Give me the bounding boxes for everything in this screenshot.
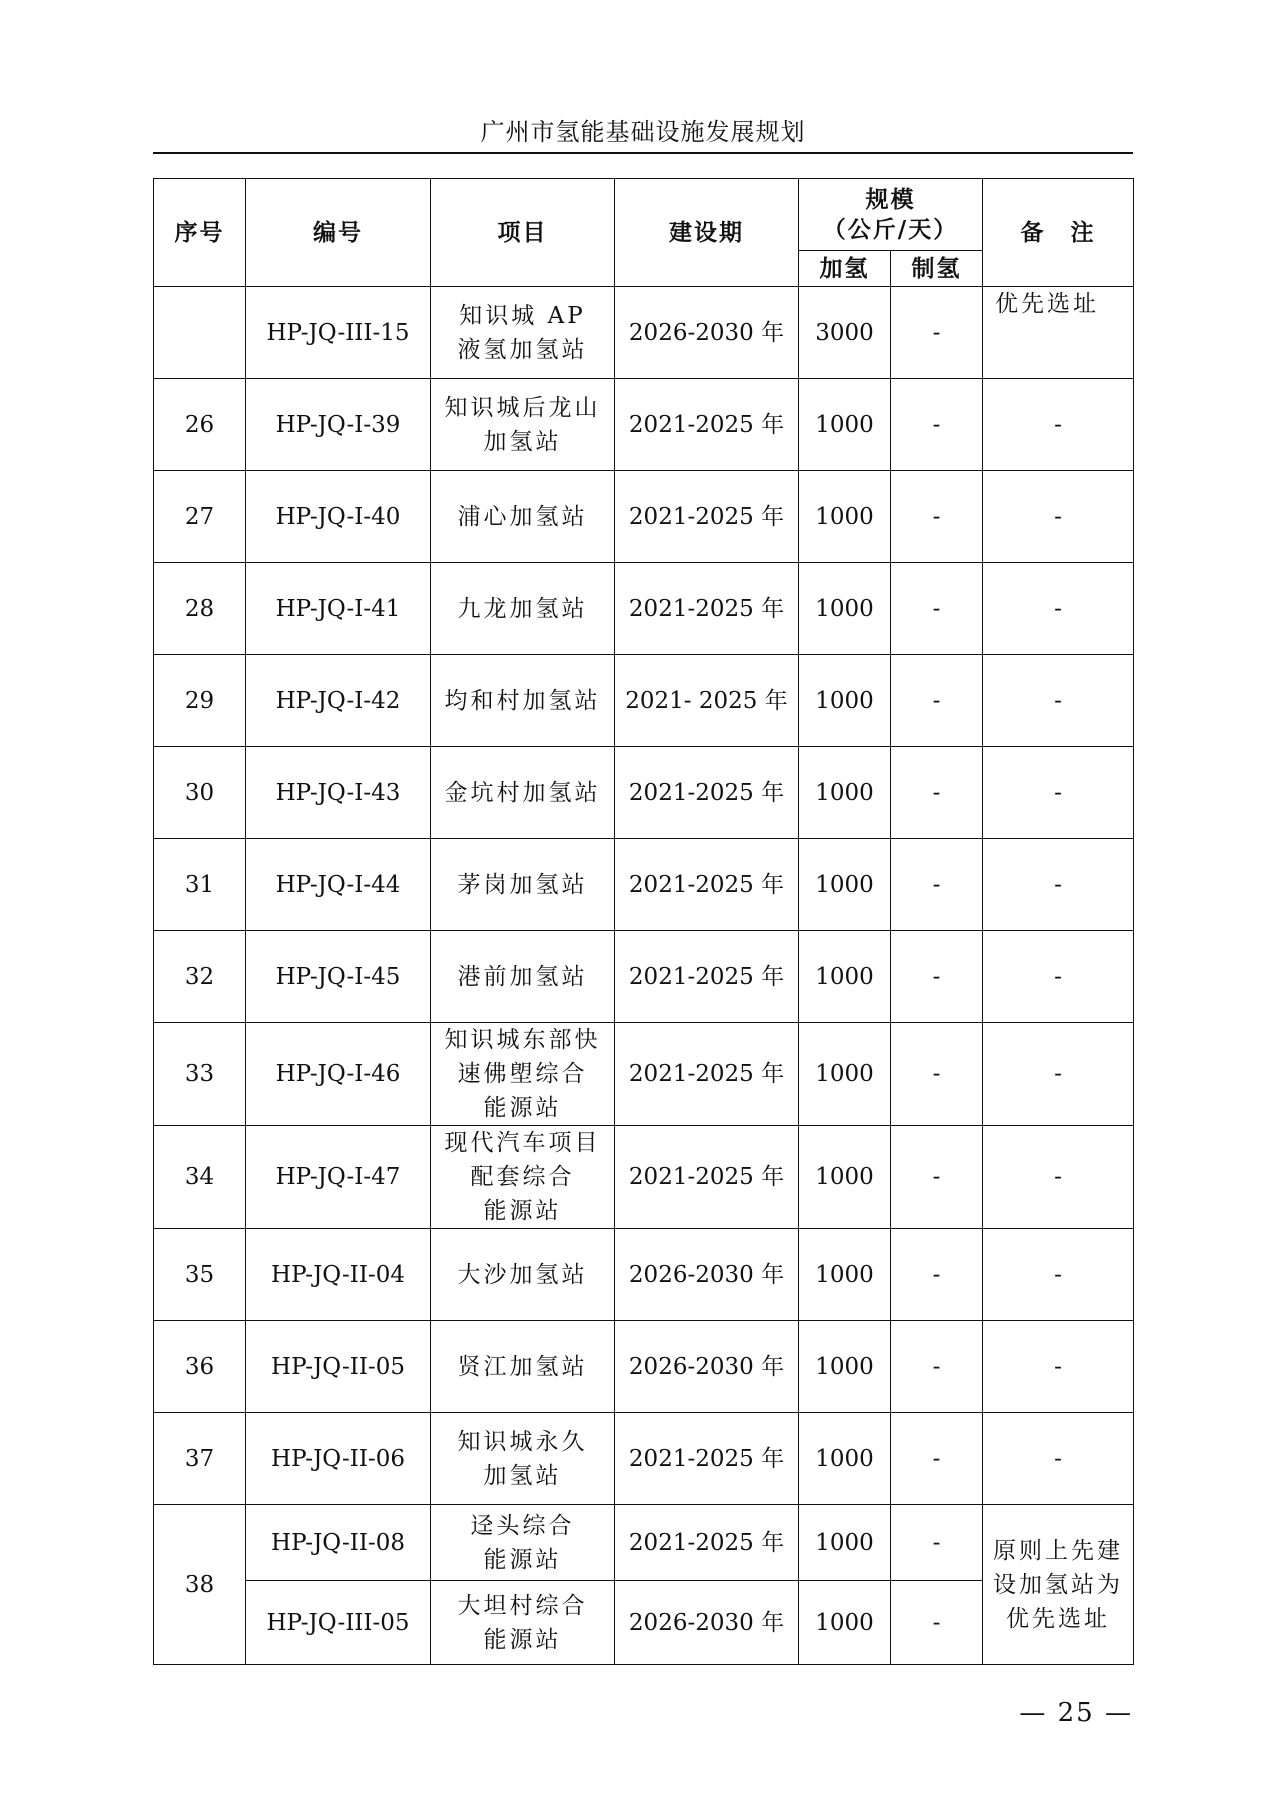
cell-period: 2021-2025 年	[615, 1126, 799, 1229]
cell-project: 知识城东部快 速佛塱综合 能源站	[431, 1023, 615, 1126]
table-row	[154, 931, 1134, 1023]
cell-project: 大坦村综合 能源站	[431, 1581, 615, 1665]
cell-code: HP-JQ-II-05	[246, 1321, 431, 1413]
cell-hydrogenation: 1000	[799, 1505, 891, 1581]
table-row	[154, 563, 1134, 655]
header-period: 建设期	[615, 179, 799, 287]
cell-project: 现代汽车项目 配套综合 能源站	[431, 1126, 615, 1229]
cell-code: HP-JQ-I-46	[246, 1023, 431, 1126]
cell-seq: 32	[154, 931, 246, 1023]
cell-remarks: -	[983, 655, 1134, 747]
cell-project: 迳头综合 能源站	[431, 1505, 615, 1581]
cell-hydrogenation: 1000	[799, 563, 891, 655]
cell-hydrogenation: 1000	[799, 1413, 891, 1505]
cell-hydrogenation: 1000	[799, 931, 891, 1023]
cell-seq	[154, 287, 246, 379]
cell-remarks: -	[983, 1229, 1134, 1321]
cell-period: 2021-2025 年	[615, 379, 799, 471]
page-header-title: 广州市氢能基础设施发展规划	[480, 118, 806, 146]
cell-hydrogenation: 1000	[799, 839, 891, 931]
cell-code: HP-JQ-I-47	[246, 1126, 431, 1229]
header-rule	[153, 152, 1133, 154]
cell-period: 2026-2030 年	[615, 287, 799, 379]
cell-hydrogenation: 1000	[799, 379, 891, 471]
cell-remarks: -	[983, 471, 1134, 563]
cell-seq: 38	[154, 1505, 246, 1665]
table-row	[154, 655, 1134, 747]
cell-production: -	[891, 1229, 983, 1321]
cell-production: -	[891, 563, 983, 655]
cell-code: HP-JQ-I-43	[246, 747, 431, 839]
header-code: 编号	[246, 179, 431, 287]
cell-production: -	[891, 1321, 983, 1413]
cell-project: 浦心加氢站	[431, 471, 615, 563]
cell-hydrogenation: 1000	[799, 1321, 891, 1413]
cell-production: -	[891, 1413, 983, 1505]
cell-code: HP-JQ-I-39	[246, 379, 431, 471]
cell-project: 均和村加氢站	[431, 655, 615, 747]
header-hydrogenation: 加氢	[799, 251, 891, 287]
cell-hydrogenation: 1000	[799, 471, 891, 563]
cell-seq: 36	[154, 1321, 246, 1413]
cell-hydrogenation: 1000	[799, 1581, 891, 1665]
cell-remarks: -	[983, 839, 1134, 931]
cell-period: 2026-2030 年	[615, 1581, 799, 1665]
cell-project: 大沙加氢站	[431, 1229, 615, 1321]
cell-project: 九龙加氢站	[431, 563, 615, 655]
cell-seq: 30	[154, 747, 246, 839]
cell-seq: 29	[154, 655, 246, 747]
cell-seq: 28	[154, 563, 246, 655]
cell-period: 2021-2025 年	[615, 1413, 799, 1505]
cell-seq: 31	[154, 839, 246, 931]
cell-code: HP-JQ-II-04	[246, 1229, 431, 1321]
cell-seq: 37	[154, 1413, 246, 1505]
cell-code: HP-JQ-III-05	[246, 1581, 431, 1665]
cell-remarks: -	[983, 931, 1134, 1023]
cell-code: HP-JQ-I-41	[246, 563, 431, 655]
cell-period: 2021-2025 年	[615, 1505, 799, 1581]
cell-production: -	[891, 1023, 983, 1126]
cell-hydrogenation: 1000	[799, 655, 891, 747]
cell-production: -	[891, 379, 983, 471]
cell-production: -	[891, 839, 983, 931]
cell-code: HP-JQ-I-45	[246, 931, 431, 1023]
table-row	[154, 1126, 1134, 1229]
cell-code: HP-JQ-I-40	[246, 471, 431, 563]
cell-remarks: -	[983, 379, 1134, 471]
cell-remarks: -	[983, 1321, 1134, 1413]
planning-table	[153, 178, 1134, 1665]
cell-period: 2021-2025 年	[615, 563, 799, 655]
cell-code: HP-JQ-II-08	[246, 1505, 431, 1581]
cell-seq: 35	[154, 1229, 246, 1321]
cell-hydrogenation: 1000	[799, 747, 891, 839]
table-row	[154, 1023, 1134, 1126]
header-project: 项目	[431, 179, 615, 287]
cell-project: 知识城永久 加氢站	[431, 1413, 615, 1505]
cell-code: HP-JQ-I-44	[246, 839, 431, 931]
cell-hydrogenation: 1000	[799, 1229, 891, 1321]
cell-seq: 27	[154, 471, 246, 563]
cell-hydrogenation: 1000	[799, 1023, 891, 1126]
cell-period: 2026-2030 年	[615, 1321, 799, 1413]
cell-remarks: -	[983, 1126, 1134, 1229]
cell-production: -	[891, 747, 983, 839]
table-row	[154, 1413, 1134, 1505]
cell-production: -	[891, 1505, 983, 1581]
cell-remarks: -	[983, 747, 1134, 839]
cell-production: -	[891, 1581, 983, 1665]
cell-project: 金坑村加氢站	[431, 747, 615, 839]
cell-hydrogenation: 3000	[799, 287, 891, 379]
cell-period: 2021-2025 年	[615, 839, 799, 931]
cell-project: 茅岗加氢站	[431, 839, 615, 931]
cell-code: HP-JQ-I-42	[246, 655, 431, 747]
header-production: 制氢	[891, 251, 983, 287]
cell-code: HP-JQ-III-15	[246, 287, 431, 379]
cell-period: 2021- 2025 年	[615, 655, 799, 747]
table-row	[154, 839, 1134, 931]
cell-remarks: -	[983, 1023, 1134, 1126]
cell-code: HP-JQ-II-06	[246, 1413, 431, 1505]
cell-seq: 33	[154, 1023, 246, 1126]
cell-period: 2021-2025 年	[615, 931, 799, 1023]
cell-seq: 34	[154, 1126, 246, 1229]
cell-period: 2026-2030 年	[615, 1229, 799, 1321]
table-row	[154, 471, 1134, 563]
cell-production: -	[891, 287, 983, 379]
cell-production: -	[891, 1126, 983, 1229]
header-seq: 序号	[154, 179, 246, 287]
cell-remarks: -	[983, 1413, 1134, 1505]
cell-production: -	[891, 471, 983, 563]
cell-project: 知识城后龙山 加氢站	[431, 379, 615, 471]
cell-project: 港前加氢站	[431, 931, 615, 1023]
cell-period: 2021-2025 年	[615, 471, 799, 563]
page-number: — 25 —	[1019, 1698, 1133, 1728]
cell-remarks: 原则上先建 设加氢站为 优先选址	[983, 1505, 1134, 1665]
table-row	[154, 287, 1134, 379]
header-remarks: 备 注	[983, 179, 1134, 287]
cell-production: -	[891, 931, 983, 1023]
cell-period: 2021-2025 年	[615, 1023, 799, 1126]
table-row	[154, 747, 1134, 839]
header-row	[154, 179, 1134, 251]
cell-seq: 26	[154, 379, 246, 471]
table-row	[154, 1321, 1134, 1413]
cell-project: 知识城 AP 液氢加氢站	[431, 287, 615, 379]
cell-production: -	[891, 655, 983, 747]
cell-remarks: -	[983, 563, 1134, 655]
cell-hydrogenation: 1000	[799, 1126, 891, 1229]
cell-remarks: 优先选址	[983, 287, 1134, 379]
table-row	[154, 1229, 1134, 1321]
cell-period: 2021-2025 年	[615, 747, 799, 839]
cell-project: 贤江加氢站	[431, 1321, 615, 1413]
header-scale: 规模 （公斤/天）	[799, 179, 983, 251]
table-row	[154, 1505, 1134, 1581]
table-row	[154, 379, 1134, 471]
